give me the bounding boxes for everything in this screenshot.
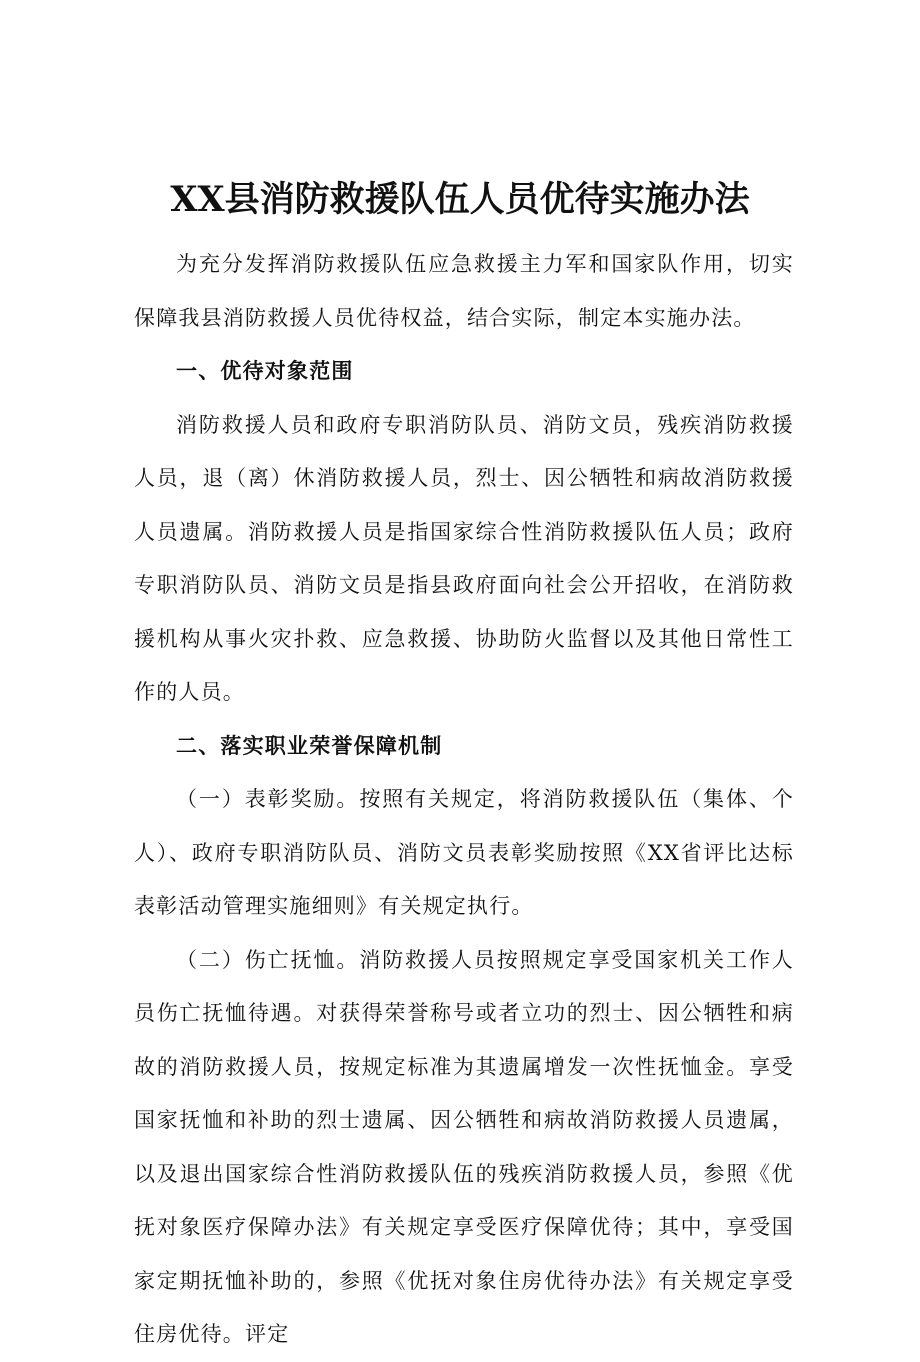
section-2-item-2: （二）伤亡抚恤。消防救援人员按照规定享受国家机关工作人员伤亡抚恤待遇。对获得荣誉称号或者立功的烈士、因公牺牲和病故的消防救援人员，按规定标准为其遗属增发一次性抚恤金。享受国家抚恤和补助的烈士遗属、因公牺牲和病故消防救援人员遗属，以及退出国家综合性消防救援队伍的残疾消防救援人员，参照《优抚对象医疗保障办法》有关规定享受医疗保障优待；其中，享受国家定期抚恤补助的，参照《优抚对象住房优待办法》有关规定享受住房优待。评定: [134, 947, 794, 1346]
intro-paragraph: 为充分发挥消防救援队伍应急救援主力军和国家队作用，切实保障我县消防救援人员优待权益，结合实际，制定本实施办法。: [134, 252, 794, 330]
section-2-item-1: （一）表彰奖励。按照有关规定，将消防救援队伍（集体、个人）、政府专职消防队员、消防文员表彰奖励按照《XX省评比达标表彰活动管理实施细则》有关规定执行。: [134, 787, 794, 918]
section-heading-2: 二、落实职业荣誉保障机制: [176, 733, 443, 758]
document-body: [134, 238, 794, 1362]
section-heading-1: 一、优待对象范围: [176, 359, 354, 383]
document-title: XX县消防救援队伍人员优待实施办法: [170, 179, 750, 220]
section-1-paragraph: 消防救援人员和政府专职消防队员、消防文员，残疾消防救援人员，退（离）休消防救援人员，烈士、因公牺牲和病故消防救援人员遗属。消防救援人员是指国家综合性消防救援队伍人员；政府专职消防队员、消防文员是指县政府面向社会公开招收，在消防救援机构从事火灾扑救、应急救援、协助防火监督以及其他日常性工作的人员。: [134, 412, 794, 704]
